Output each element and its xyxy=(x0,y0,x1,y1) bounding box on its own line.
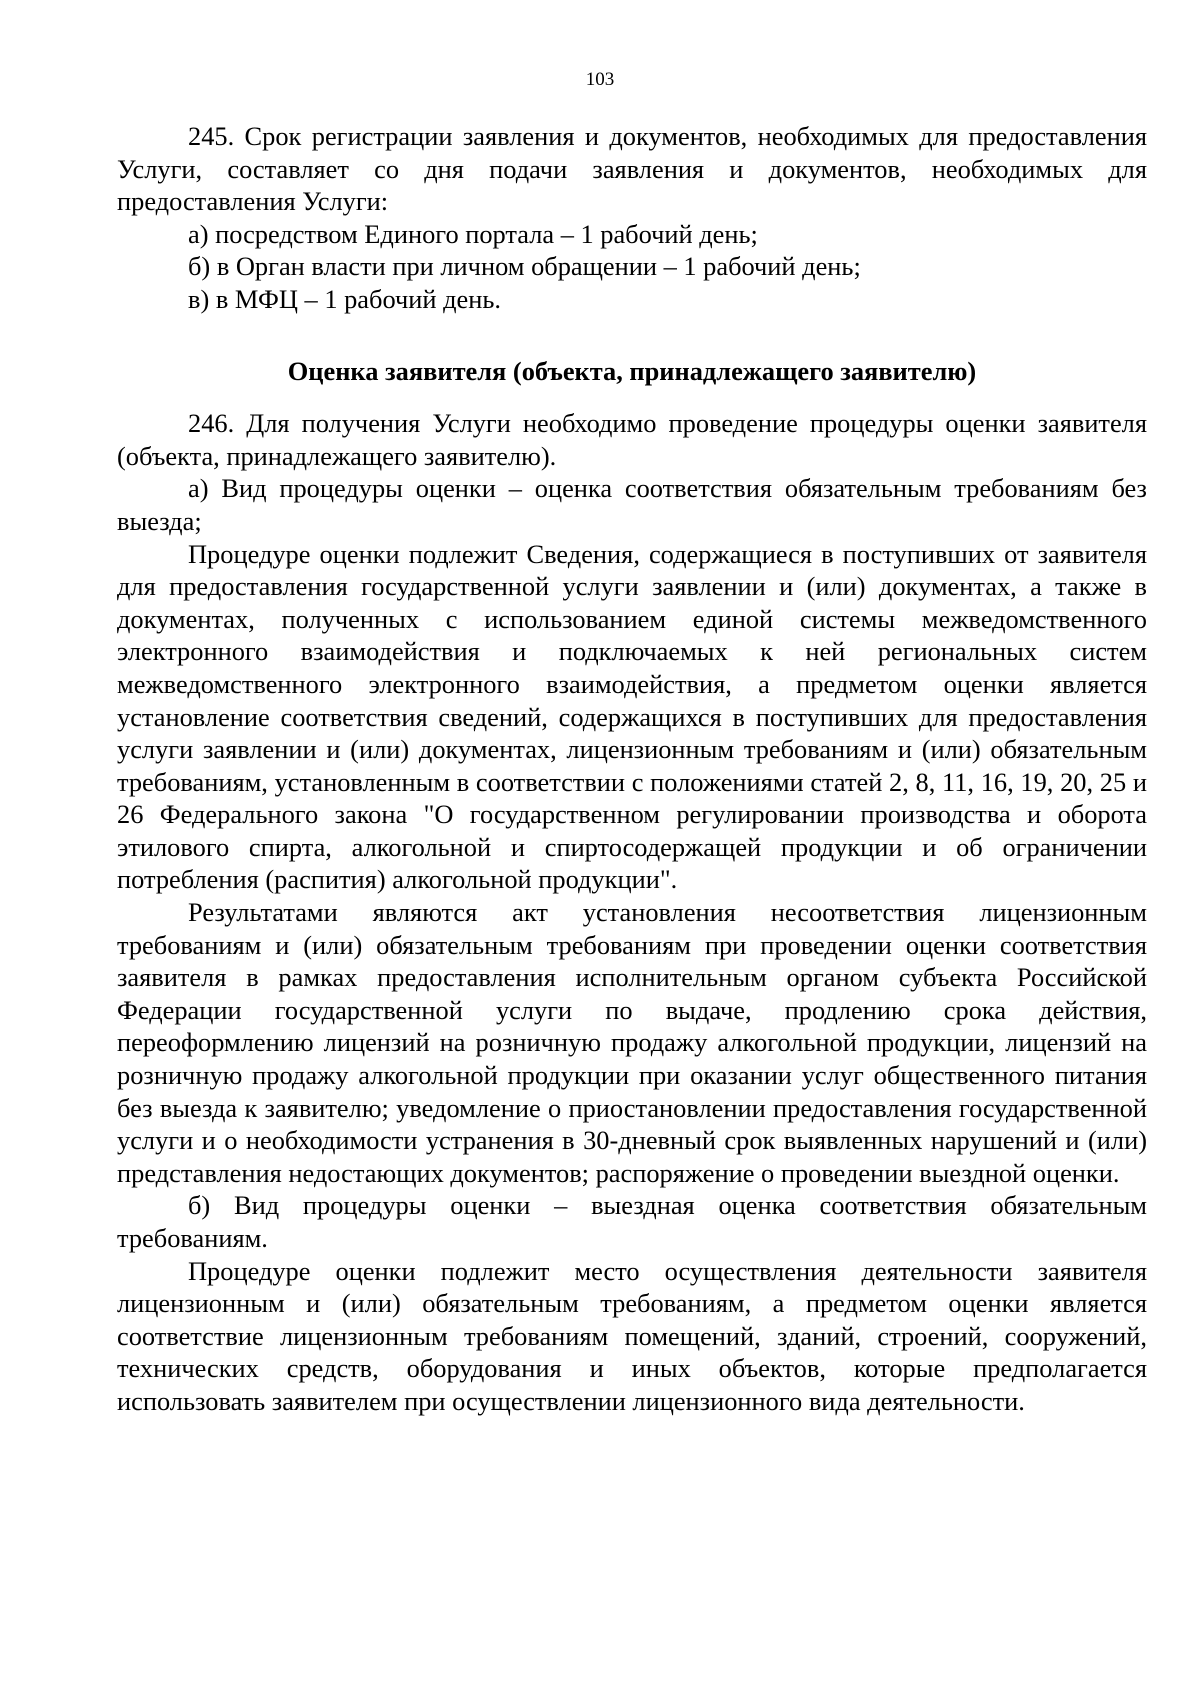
list-item-v: в) в МФЦ – 1 рабочий день. xyxy=(188,283,501,314)
list-item-a: а) посредством Единого портала – 1 рабочий день; xyxy=(188,218,758,249)
assessment-results-a: Результатами являются акт установления несоответствия лицензионным требованиям и (или) обязательным требованиям при проведении оценки соответствия заявителя в рамках предоставления исполнительным органом субъекта Российской Федерации государственной услуги по выдаче, продлению срока действия, переоформлению лицензий на розничную продажу алкогольной продукции, лицензий на розничную продажу алкогольной продукции при оказании услуг общественного питания без выезда к заявителю; уведомление о приостановлении предоставления государственной услуги и о необходимости устранения в 30-дневный срок выявленных нарушений и (или) представления недостающих документов; распоряжение о проведении выездной оценки. xyxy=(117,897,1147,1188)
document-body xyxy=(117,120,1147,1418)
assessment-subject-b: Процедуре оценки подлежит место осуществления деятельности заявителя лицензионным и (или) обязательным требованиям, а предметом оценки является соответствие лицензионным требованиям помещений, зданий, строений, сооружений, технических средств, оборудования и иных объектов, которые предполагается использовать заявителем при осуществлении лицензионного вида деятельности. xyxy=(117,1255,1147,1416)
assessment-type-a: а) Вид процедуры оценки – оценка соответствия обязательным требованиям без выезда; xyxy=(117,473,1147,536)
assessment-type-b: б) Вид процедуры оценки – выездная оценка соответствия обязательным требованиям. xyxy=(117,1190,1147,1253)
section-heading: Оценка заявителя (объекта, принадлежащего заявителю) xyxy=(287,355,977,386)
paragraph-246: 246. Для получения Услуги необходимо проведение процедуры оценки заявителя (объекта, принадлежащего заявителю). xyxy=(117,408,1147,471)
paragraph-245: 245. Срок регистрации заявления и документов, необходимых для предоставления Услуги, составляет со дня подачи заявления и документов, необходимых для предоставления Услуги: xyxy=(117,121,1147,217)
list-item-b: б) в Орган власти при личном обращении – 1 рабочий день; xyxy=(188,251,861,282)
assessment-subject-a: Процедуре оценки подлежит Сведения, содержащиеся в поступивших от заявителя для предоставления государственной услуги заявлении и (или) документах, а также в документах, полученных с использованием единой системы межведомственного электронного взаимодействия и подключаемых к ней региональных систем межведомственного электронного взаимодействия, а предметом оценки является установление соответствия сведений, содержащихся в поступивших для предоставления услуги заявлении и (или) документах, лицензионным требованиям и (или) обязательным требованиям, установленным в соответствии с положениями статей 2, 8, 11, 16, 19, 20, 25 и 26 Федерального закона "О государственном регулировании производства и оборота этилового спирта, алкогольной и спиртосодержащей продукции и об ограничении потребления (распития) алкогольной продукции". xyxy=(117,538,1147,895)
page-number: 103 xyxy=(585,69,615,90)
